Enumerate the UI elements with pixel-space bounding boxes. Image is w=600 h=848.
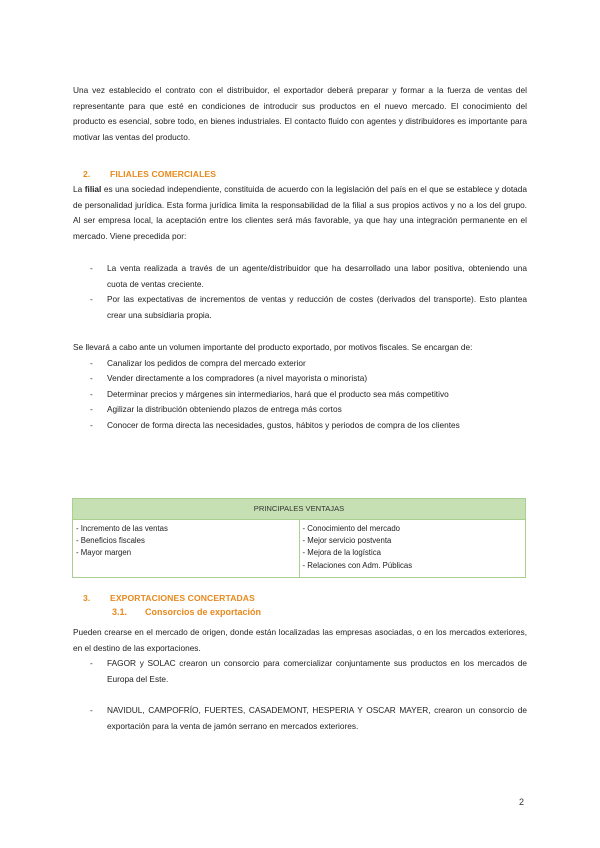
advantage-item: - Mejor servicio postventa xyxy=(302,536,392,546)
section-3-body xyxy=(73,625,527,656)
advantages-header: PRINCIPALES VENTAJAS xyxy=(73,499,525,520)
consortium-paragraph: Pueden crearse en el mercado de origen, donde están localizadas las empresas asociadas, o en los mercados exteriores, en el destino de las exportaciones. xyxy=(73,627,527,653)
advantages-table xyxy=(72,498,526,578)
advantage-item: - Incremento de las ventas xyxy=(76,524,168,533)
list-item: - FAGOR y SOLAC crearon un consorcio para comercializar conjuntamente sus productos en los mercados de Europa del Este. xyxy=(73,656,527,687)
tasks-block xyxy=(73,340,527,434)
list-item: - Conocer de forma directa las necesidades, gustos, hábitos y periodos de compra de los clientes xyxy=(73,418,527,434)
examples-list xyxy=(73,656,527,687)
list-item: - Por las expectativas de incrementos de ventas y reducción de costes (derivados del transporte). Esto plantea crear una subsidiaria propia. xyxy=(73,292,527,323)
advantage-item: - Beneficios fiscales xyxy=(76,536,145,546)
list-item: - Canalizar los pedidos de compra del mercado exterior xyxy=(73,356,527,372)
list-item: - Agilizar la distribución obteniendo plazos de entrega más cortos xyxy=(73,402,527,418)
section-2-body xyxy=(73,182,527,244)
list-item: - Vender directamente a los compradores (a nivel mayorista o minorista) xyxy=(73,371,527,387)
advantages-right-column xyxy=(299,520,526,578)
filial-term: filial xyxy=(84,184,102,194)
example-1-block xyxy=(73,656,527,687)
section-2-number: 2. xyxy=(83,169,91,179)
advantage-item: - Conocimiento del mercado xyxy=(302,524,401,533)
advantage-item: - Relaciones con Adm. Públicas xyxy=(302,560,413,570)
list-item: - Determinar precios y márgenes sin intermediarios, hará que el producto sea más competitivo xyxy=(73,387,527,403)
section-3-1-heading xyxy=(112,607,261,617)
list-item: - NAVIDUL, CAMPOFRÍO, FUERTES, CASADEMONT, HESPERIA Y OSCAR MAYER, crearon un consorcio de exportación para la venta de jamón serrano en mercados exteriores. xyxy=(73,703,527,734)
advantage-item: - Mayor margen xyxy=(76,548,132,558)
page-number: 2 xyxy=(519,797,525,807)
examples-list xyxy=(73,703,527,734)
section-2-heading xyxy=(83,169,216,179)
intro-paragraph-block xyxy=(73,83,527,145)
section-3-1-title: Consorcios de exportación xyxy=(145,607,262,617)
filial-paragraph xyxy=(73,182,527,244)
tasks-intro: Se llevará a cabo ante un volumen importante del producto exportado, por motivos fiscales. Se encargan de: xyxy=(73,342,473,352)
section-3-number: 3. xyxy=(83,593,91,603)
section-3-title: EXPORTACIONES CONCERTADAS xyxy=(110,593,255,603)
advantage-item: - Mejora de la logística xyxy=(302,548,381,558)
intro-paragraph: Una vez establecido el contrato con el distribuidor, el exportador deberá preparar y formar a la fuerza de ventas del representante para que esté en condiciones de introducir sus productos en el nuevo mercado. El conocimiento del producto es esencial, sobre todo, en bienes industriales. El contacto fluido con agentes y distribuidores es importante para motivar las ventas del producto. xyxy=(73,85,527,142)
filial-text: es una sociedad independiente, constituida de acuerdo con la legislación del país en el que se establece y dotada de personalidad jurídica. Esta forma jurídica limita la responsabilidad de la filial a sus propios activos y no a los del grupo. Al ser empresa local, la aceptación entre los clientes será más favorable, ya que hay una integración permanente en el mercado. Viene precedida por: xyxy=(73,184,527,241)
section-2-title: FILIALES COMERCIALES xyxy=(110,169,217,179)
advantages-left-column xyxy=(73,520,299,578)
list-item: - La venta realizada a través de un agente/distribuidor que ha desarrollado una labor positiva, obteniendo una cuota de ventas creciente. xyxy=(73,261,527,292)
section-3-heading xyxy=(83,593,255,603)
section-3-1-number: 3.1. xyxy=(112,607,128,617)
preceded-by-list-block xyxy=(73,261,527,323)
filial-prefix: La xyxy=(73,184,85,194)
example-2-block xyxy=(73,703,527,734)
preceded-by-list xyxy=(73,261,527,323)
tasks-list xyxy=(73,356,527,434)
